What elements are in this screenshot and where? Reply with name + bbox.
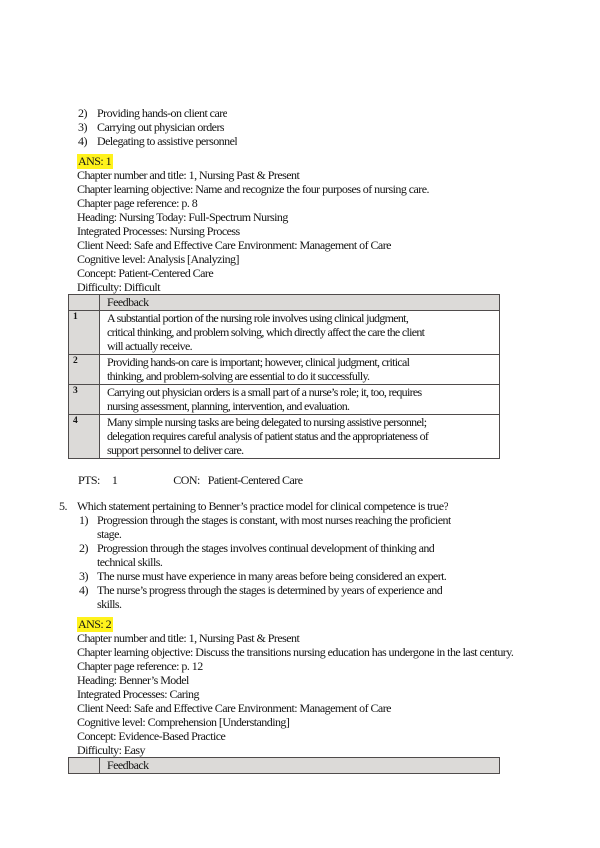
choice-text: Carrying out physician orders [97, 120, 225, 134]
answer-choice [78, 120, 600, 134]
rationale-line: Chapter learning objective: Name and recognize the four purposes of nursing care. [77, 182, 429, 196]
question5-stem-row [59, 499, 600, 513]
feedback-header-row [69, 295, 500, 311]
feedback-row [69, 385, 500, 415]
pts-label: PTS: [78, 473, 100, 487]
choice-text-line: stage. [97, 527, 122, 541]
answer-choice [79, 569, 600, 583]
feedback-text-line: Many simple nursing tasks are being delegated to nursing assistive personnel; [107, 415, 427, 429]
feedback-text-line: Carrying out physician orders is a small part of a nurse’s role; it, too, requires [107, 385, 422, 399]
feedback-row-number: 2 [69, 355, 100, 385]
answer-choice [79, 513, 600, 541]
rationale-line: Heading: Benner’s Model [77, 673, 189, 687]
feedback-header-label: Feedback [100, 295, 500, 311]
feedback-text-line: delegation requires careful analysis of patient status and the appropriateness of [107, 429, 429, 443]
choice-text-line: The nurse must have experience in many areas before being considered an expert. [97, 569, 447, 583]
feedback-row [69, 415, 500, 459]
choice-text-line: The nurse’s progress through the stages is determined by years of experience and [97, 583, 443, 597]
feedback-row-text [100, 415, 500, 459]
rationale-line: Cognitive level: Analysis [Analyzing] [77, 252, 239, 266]
question5-rationale [77, 631, 600, 757]
rationale-line: Chapter number and title: 1, Nursing Past & Present [77, 168, 300, 182]
feedback-row-number: 3 [69, 385, 100, 415]
rationale-line: Cognitive level: Comprehension [Understanding] [77, 715, 290, 729]
feedback-text-line: nursing assessment, planning, intervention, and evaluation. [107, 399, 350, 413]
question4-feedback-table [68, 294, 500, 459]
choice-text-line: Progression through the stages involves continual development of thinking and [97, 541, 435, 555]
feedback-text-line: will actually receive. [107, 339, 192, 353]
answer-choice [79, 583, 600, 611]
choice-text [97, 583, 442, 611]
question4-choices [78, 106, 600, 148]
feedback-row-number: 4 [69, 415, 100, 459]
choice-text: Delegating to assistive personnel [97, 134, 238, 148]
feedback-header-label: Feedback [100, 758, 500, 774]
choice-number: 4) [79, 583, 88, 597]
choice-number: 4) [78, 134, 87, 148]
rationale-line: Heading: Nursing Today: Full-Spectrum Nursing [77, 210, 288, 224]
choice-number: 3) [78, 120, 87, 134]
rationale-line: Chapter learning objective: Discuss the transitions nursing education has undergone in the last century. [77, 645, 514, 659]
answer-key-highlight: ANS: 1 [78, 154, 112, 168]
choice-number: 1) [79, 513, 88, 527]
feedback-row [69, 311, 500, 355]
rationale-line: Concept: Evidence-Based Practice [77, 729, 226, 743]
rationale-line: Concept: Patient-Centered Care [77, 266, 214, 280]
rationale-line: Integrated Processes: Caring [77, 687, 199, 701]
choice-text-line: technical skills. [97, 555, 163, 569]
feedback-text-line: support personnel to deliver care. [107, 443, 244, 457]
choice-text [97, 569, 446, 583]
choice-number: 2) [79, 541, 88, 555]
con-label: CON: [173, 473, 200, 487]
question4-pts-line [78, 473, 600, 487]
answer-choice [78, 134, 600, 148]
con-value: Patient-Centered Care [207, 473, 303, 487]
feedback-row-number: 1 [69, 311, 100, 355]
rationale-line: Client Need: Safe and Effective Care Environment: Management of Care [77, 238, 391, 252]
feedback-row-text [100, 385, 500, 415]
rationale-line: Integrated Processes: Nursing Process [77, 224, 240, 238]
rationale-line: Difficulty: Difficult [77, 280, 160, 294]
feedback-header-numcell [69, 758, 100, 774]
rationale-line: Chapter page reference: p. 12 [77, 659, 203, 673]
choice-text: Providing hands-on client care [97, 106, 228, 120]
feedback-header-row [69, 758, 500, 774]
answer-choice [79, 541, 600, 569]
feedback-text-line: critical thinking, and problem solving, which directly affect the care the client [107, 325, 425, 339]
question5-feedback-table [68, 757, 500, 774]
feedback-row [69, 355, 500, 385]
choice-number: 2) [78, 106, 87, 120]
choice-text [97, 513, 451, 541]
feedback-row-text [100, 355, 500, 385]
question5-choices [79, 513, 600, 611]
question4-answer [77, 154, 600, 168]
rationale-line: Client Need: Safe and Effective Care Environment: Management of Care [77, 701, 391, 715]
choice-number: 3) [79, 569, 88, 583]
feedback-row-text [100, 311, 500, 355]
answer-key-highlight: ANS: 2 [78, 617, 112, 631]
choice-text-line: skills. [97, 597, 122, 611]
rationale-line: Chapter number and title: 1, Nursing Past & Present [77, 631, 300, 645]
rationale-line: Chapter page reference: p. 8 [77, 196, 198, 210]
feedback-text-line: thinking, and problem-solving are essential to do it successfully. [107, 369, 370, 383]
choice-text-line: Progression through the stages is constant, with most nurses reaching the proficient [97, 513, 451, 527]
feedback-text-line: Providing hands-on care is important; however, clinical judgment, critical [107, 355, 410, 369]
question4-rationale [77, 168, 600, 294]
answer-choice [78, 106, 600, 120]
pts-value: 1 [111, 473, 118, 487]
question-number: 5. [59, 499, 67, 513]
question5-answer [77, 617, 600, 631]
choice-text [97, 541, 434, 569]
feedback-text-line: A substantial portion of the nursing role involves using clinical judgment, [107, 311, 409, 325]
rationale-line: Difficulty: Easy [77, 743, 145, 757]
question-stem: Which statement pertaining to Benner’s practice model for clinical competence is true? [77, 499, 449, 513]
feedback-header-numcell [69, 295, 100, 311]
